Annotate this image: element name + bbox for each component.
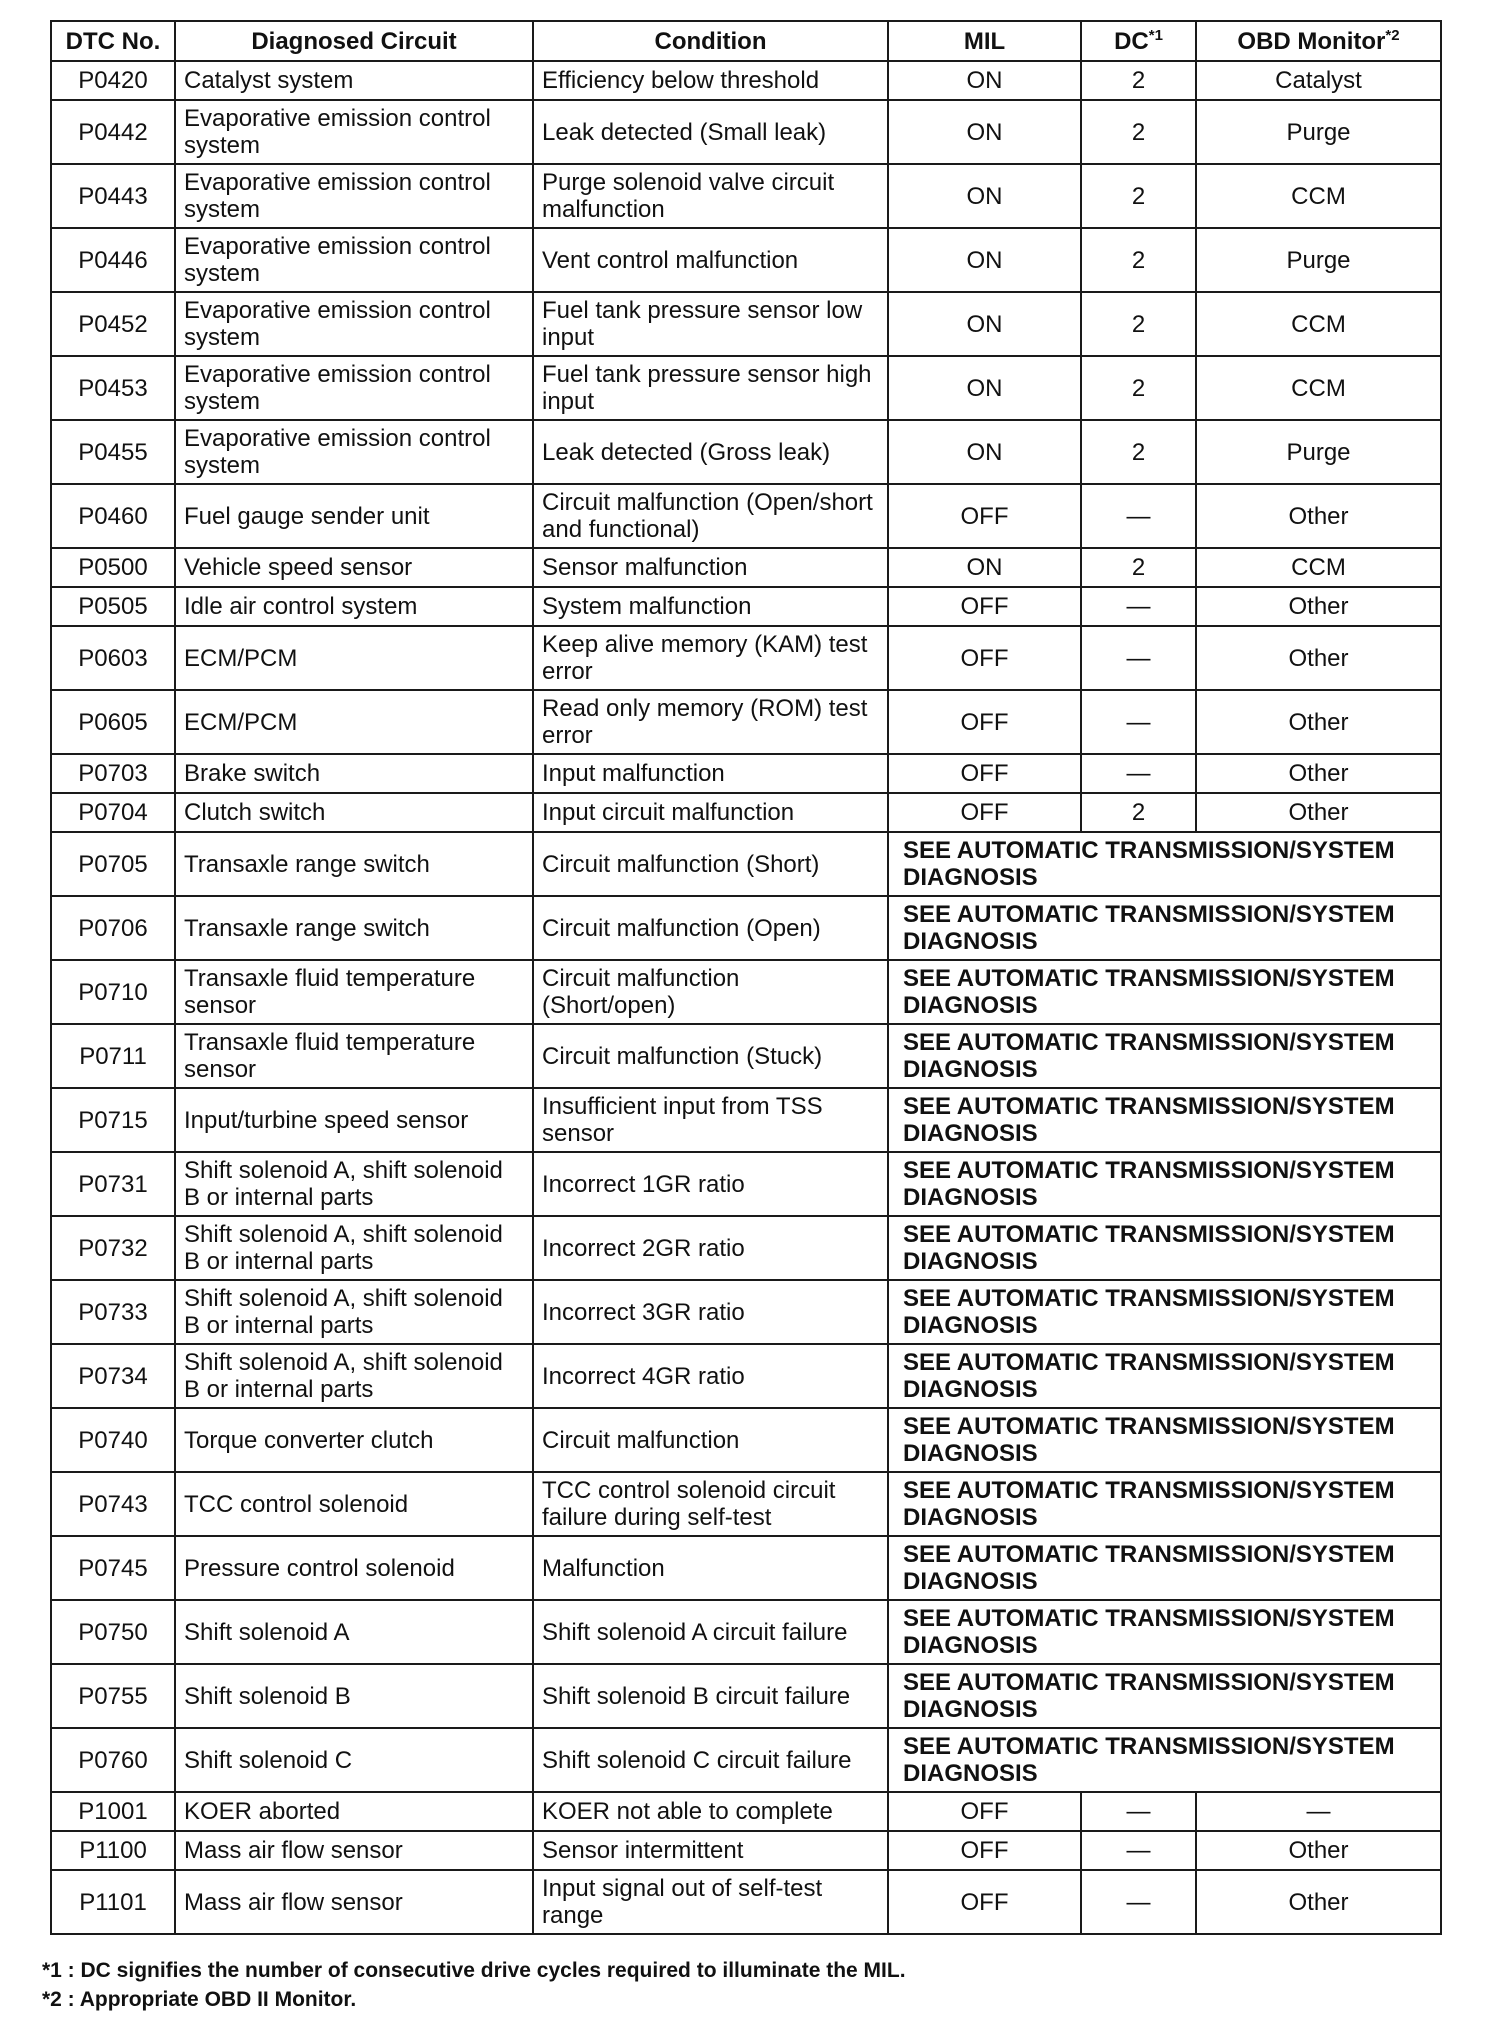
table-row — [51, 1792, 1441, 1831]
dtc-code-cell: P0505 — [51, 587, 175, 626]
table-row — [51, 1280, 1441, 1344]
dtc-code-cell: P0446 — [51, 228, 175, 292]
dc-cell: 2 — [1081, 356, 1196, 420]
dtc-code-cell: P0755 — [51, 1664, 175, 1728]
table-row — [51, 1152, 1441, 1216]
mil-cell: ON — [888, 228, 1081, 292]
condition-cell: Insufficient input from TSS sensor — [533, 1088, 888, 1152]
diagnosed-circuit-cell: TCC control solenoid — [175, 1472, 533, 1536]
obd-monitor-cell: Purge — [1196, 100, 1441, 164]
dc-cell: 2 — [1081, 61, 1196, 100]
mil-cell: OFF — [888, 754, 1081, 793]
dtc-code-cell: P0455 — [51, 420, 175, 484]
see-reference-cell: SEE AUTOMATIC TRANSMISSION/SYSTEM DIAGNOSIS — [888, 1408, 1441, 1472]
condition-cell: Sensor intermittent — [533, 1831, 888, 1870]
see-reference-cell: SEE AUTOMATIC TRANSMISSION/SYSTEM DIAGNOSIS — [888, 1280, 1441, 1344]
footnotes — [42, 1956, 906, 2014]
dtc-code-cell: P0731 — [51, 1152, 175, 1216]
table-row — [51, 164, 1441, 228]
diagnosed-circuit-cell: Idle air control system — [175, 587, 533, 626]
obd-monitor-cell: Other — [1196, 1870, 1441, 1934]
obd-monitor-cell: Purge — [1196, 420, 1441, 484]
table-row — [51, 1024, 1441, 1088]
table-row — [51, 1831, 1441, 1870]
table-row — [51, 1088, 1441, 1152]
header-dc-label: DC — [1114, 27, 1149, 55]
diagnosed-circuit-cell: Fuel gauge sender unit — [175, 484, 533, 548]
condition-cell: Shift solenoid A circuit failure — [533, 1600, 888, 1664]
header-condition: Condition — [533, 21, 888, 61]
dc-cell: — — [1081, 754, 1196, 793]
condition-cell: Fuel tank pressure sensor low input — [533, 292, 888, 356]
condition-cell: Vent control malfunction — [533, 228, 888, 292]
table-row — [51, 1344, 1441, 1408]
table-row — [51, 292, 1441, 356]
obd-monitor-cell: Catalyst — [1196, 61, 1441, 100]
diagnosed-circuit-cell: Transaxle fluid temperature sensor — [175, 960, 533, 1024]
diagnosed-circuit-cell: Shift solenoid A, shift solenoid B or internal parts — [175, 1280, 533, 1344]
mil-cell: OFF — [888, 626, 1081, 690]
dtc-code-cell: P1101 — [51, 1870, 175, 1934]
dtc-code-cell: P0705 — [51, 832, 175, 896]
table-row — [51, 356, 1441, 420]
mil-cell: OFF — [888, 587, 1081, 626]
diagnosed-circuit-cell: Transaxle fluid temperature sensor — [175, 1024, 533, 1088]
dc-cell: 2 — [1081, 100, 1196, 164]
header-dtc: DTC No. — [51, 21, 175, 61]
see-reference-cell: SEE AUTOMATIC TRANSMISSION/SYSTEM DIAGNOSIS — [888, 1600, 1441, 1664]
see-reference-cell: SEE AUTOMATIC TRANSMISSION/SYSTEM DIAGNOSIS — [888, 1472, 1441, 1536]
condition-cell: Purge solenoid valve circuit malfunction — [533, 164, 888, 228]
condition-cell: Shift solenoid B circuit failure — [533, 1664, 888, 1728]
dc-cell: 2 — [1081, 793, 1196, 832]
table-row — [51, 754, 1441, 793]
diagnosed-circuit-cell: Shift solenoid C — [175, 1728, 533, 1792]
dtc-code-cell: P0460 — [51, 484, 175, 548]
diagnosed-circuit-cell: Torque converter clutch — [175, 1408, 533, 1472]
condition-cell: Leak detected (Small leak) — [533, 100, 888, 164]
condition-cell: TCC control solenoid circuit failure during self-test — [533, 1472, 888, 1536]
mil-cell: ON — [888, 61, 1081, 100]
table-body — [51, 61, 1441, 1934]
see-reference-cell: SEE AUTOMATIC TRANSMISSION/SYSTEM DIAGNOSIS — [888, 1728, 1441, 1792]
mil-cell: OFF — [888, 1792, 1081, 1831]
header-mil: MIL — [888, 21, 1081, 61]
table-row — [51, 1728, 1441, 1792]
obd-monitor-cell: — — [1196, 1792, 1441, 1831]
see-reference-cell: SEE AUTOMATIC TRANSMISSION/SYSTEM DIAGNOSIS — [888, 1344, 1441, 1408]
dtc-code-cell: P0442 — [51, 100, 175, 164]
dtc-code-cell: P0711 — [51, 1024, 175, 1088]
table-header-row — [51, 21, 1441, 61]
mil-cell: ON — [888, 548, 1081, 587]
diagnosed-circuit-cell: Evaporative emission control system — [175, 356, 533, 420]
dtc-code-cell: P1100 — [51, 1831, 175, 1870]
diagnosed-circuit-cell: Catalyst system — [175, 61, 533, 100]
dtc-code-cell: P0715 — [51, 1088, 175, 1152]
obd-monitor-cell: CCM — [1196, 548, 1441, 587]
diagnosed-circuit-cell: Vehicle speed sensor — [175, 548, 533, 587]
mil-cell: ON — [888, 100, 1081, 164]
obd-monitor-cell: CCM — [1196, 356, 1441, 420]
condition-cell: Fuel tank pressure sensor high input — [533, 356, 888, 420]
dc-cell: — — [1081, 626, 1196, 690]
condition-cell: Shift solenoid C circuit failure — [533, 1728, 888, 1792]
dtc-code-cell: P0443 — [51, 164, 175, 228]
obd-monitor-cell: CCM — [1196, 292, 1441, 356]
dc-cell: 2 — [1081, 164, 1196, 228]
diagnosed-circuit-cell: Pressure control solenoid — [175, 1536, 533, 1600]
see-reference-cell: SEE AUTOMATIC TRANSMISSION/SYSTEM DIAGNOSIS — [888, 1536, 1441, 1600]
obd-monitor-cell: Other — [1196, 793, 1441, 832]
condition-cell: KOER not able to complete — [533, 1792, 888, 1831]
see-reference-cell: SEE AUTOMATIC TRANSMISSION/SYSTEM DIAGNOSIS — [888, 1152, 1441, 1216]
dtc-code-cell: P0453 — [51, 356, 175, 420]
condition-cell: Malfunction — [533, 1536, 888, 1600]
table-row — [51, 587, 1441, 626]
dtc-code-cell: P0760 — [51, 1728, 175, 1792]
see-reference-cell: SEE AUTOMATIC TRANSMISSION/SYSTEM DIAGNOSIS — [888, 1088, 1441, 1152]
dc-cell: — — [1081, 1870, 1196, 1934]
mil-cell: OFF — [888, 484, 1081, 548]
condition-cell: Input malfunction — [533, 754, 888, 793]
dtc-code-cell: P0605 — [51, 690, 175, 754]
table-row — [51, 548, 1441, 587]
mil-cell: OFF — [888, 690, 1081, 754]
diagnosed-circuit-cell: Shift solenoid B — [175, 1664, 533, 1728]
condition-cell: Circuit malfunction (Open) — [533, 896, 888, 960]
diagnosed-circuit-cell: Shift solenoid A, shift solenoid B or internal parts — [175, 1152, 533, 1216]
footnote-1: *1 : DC signifies the number of consecutive drive cycles required to illuminate the MIL. — [42, 1959, 906, 1982]
dtc-code-cell: P0743 — [51, 1472, 175, 1536]
header-obd-footnote-mark: *2 — [1385, 26, 1400, 44]
condition-cell: Input signal out of self-test range — [533, 1870, 888, 1934]
diagnosed-circuit-cell: KOER aborted — [175, 1792, 533, 1831]
table-row — [51, 100, 1441, 164]
condition-cell: Leak detected (Gross leak) — [533, 420, 888, 484]
see-reference-cell: SEE AUTOMATIC TRANSMISSION/SYSTEM DIAGNOSIS — [888, 832, 1441, 896]
dtc-code-cell: P0710 — [51, 960, 175, 1024]
dc-cell: 2 — [1081, 420, 1196, 484]
condition-cell: System malfunction — [533, 587, 888, 626]
condition-cell: Circuit malfunction (Short/open) — [533, 960, 888, 1024]
diagnosed-circuit-cell: ECM/PCM — [175, 626, 533, 690]
table-row — [51, 793, 1441, 832]
obd-monitor-cell: Other — [1196, 587, 1441, 626]
obd-monitor-cell: Other — [1196, 484, 1441, 548]
mil-cell: OFF — [888, 1870, 1081, 1934]
dtc-code-cell: P0740 — [51, 1408, 175, 1472]
obd-monitor-cell: CCM — [1196, 164, 1441, 228]
condition-cell: Incorrect 3GR ratio — [533, 1280, 888, 1344]
dtc-code-cell: P0500 — [51, 548, 175, 587]
dtc-code-cell: P0745 — [51, 1536, 175, 1600]
see-reference-cell: SEE AUTOMATIC TRANSMISSION/SYSTEM DIAGNOSIS — [888, 1216, 1441, 1280]
dtc-code-cell: P0452 — [51, 292, 175, 356]
dtc-code-cell: P0733 — [51, 1280, 175, 1344]
table-row — [51, 626, 1441, 690]
dc-cell: 2 — [1081, 548, 1196, 587]
diagnosed-circuit-cell: Transaxle range switch — [175, 832, 533, 896]
diagnosed-circuit-cell: Transaxle range switch — [175, 896, 533, 960]
condition-cell: Circuit malfunction — [533, 1408, 888, 1472]
diagnosed-circuit-cell: Shift solenoid A, shift solenoid B or internal parts — [175, 1344, 533, 1408]
condition-cell: Input circuit malfunction — [533, 793, 888, 832]
table-row — [51, 896, 1441, 960]
see-reference-cell: SEE AUTOMATIC TRANSMISSION/SYSTEM DIAGNOSIS — [888, 1664, 1441, 1728]
diagnosed-circuit-cell: Shift solenoid A, shift solenoid B or internal parts — [175, 1216, 533, 1280]
diagnosed-circuit-cell: Clutch switch — [175, 793, 533, 832]
dtc-code-cell: P0603 — [51, 626, 175, 690]
dc-cell: — — [1081, 587, 1196, 626]
dc-cell: — — [1081, 690, 1196, 754]
mil-cell: ON — [888, 164, 1081, 228]
dtc-code-cell: P0420 — [51, 61, 175, 100]
table-row — [51, 61, 1441, 100]
obd-monitor-cell: Other — [1196, 690, 1441, 754]
table-row — [51, 1870, 1441, 1934]
dc-cell: — — [1081, 484, 1196, 548]
diagnosed-circuit-cell: Brake switch — [175, 754, 533, 793]
condition-cell: Incorrect 4GR ratio — [533, 1344, 888, 1408]
footnote-2: *2 : Appropriate OBD II Monitor. — [42, 1988, 357, 2011]
condition-cell: Sensor malfunction — [533, 548, 888, 587]
table-row — [51, 420, 1441, 484]
dtc-code-cell: P0734 — [51, 1344, 175, 1408]
header-dc-footnote-mark: *1 — [1148, 26, 1163, 44]
mil-cell: OFF — [888, 1831, 1081, 1870]
see-reference-cell: SEE AUTOMATIC TRANSMISSION/SYSTEM DIAGNOSIS — [888, 896, 1441, 960]
diagnosed-circuit-cell: Evaporative emission control system — [175, 292, 533, 356]
diagnosed-circuit-cell: Shift solenoid A — [175, 1600, 533, 1664]
obd-monitor-cell: Other — [1196, 626, 1441, 690]
table-row — [51, 1536, 1441, 1600]
dtc-code-cell: P0704 — [51, 793, 175, 832]
table-row — [51, 1664, 1441, 1728]
condition-cell: Incorrect 1GR ratio — [533, 1152, 888, 1216]
table-row — [51, 228, 1441, 292]
condition-cell: Keep alive memory (KAM) test error — [533, 626, 888, 690]
condition-cell: Efficiency below threshold — [533, 61, 888, 100]
dtc-table — [50, 20, 1442, 1935]
diagnosed-circuit-cell: Mass air flow sensor — [175, 1870, 533, 1934]
table-row — [51, 1216, 1441, 1280]
diagnosed-circuit-cell: ECM/PCM — [175, 690, 533, 754]
dtc-code-cell: P0750 — [51, 1600, 175, 1664]
mil-cell: ON — [888, 420, 1081, 484]
diagnosed-circuit-cell: Input/turbine speed sensor — [175, 1088, 533, 1152]
condition-cell: Circuit malfunction (Stuck) — [533, 1024, 888, 1088]
obd-monitor-cell: Other — [1196, 754, 1441, 793]
see-reference-cell: SEE AUTOMATIC TRANSMISSION/SYSTEM DIAGNOSIS — [888, 960, 1441, 1024]
condition-cell: Incorrect 2GR ratio — [533, 1216, 888, 1280]
obd-monitor-cell: Other — [1196, 1831, 1441, 1870]
header-circuit: Diagnosed Circuit — [175, 21, 533, 61]
table-row — [51, 484, 1441, 548]
table-row — [51, 1600, 1441, 1664]
dc-cell: — — [1081, 1792, 1196, 1831]
diagnosed-circuit-cell: Evaporative emission control system — [175, 100, 533, 164]
mil-cell: OFF — [888, 793, 1081, 832]
header-obd-label: OBD Monitor — [1237, 27, 1386, 55]
condition-cell: Circuit malfunction (Short) — [533, 832, 888, 896]
dc-cell: — — [1081, 1831, 1196, 1870]
table-row — [51, 1472, 1441, 1536]
table-row — [51, 960, 1441, 1024]
dtc-code-cell: P1001 — [51, 1792, 175, 1831]
see-reference-cell: SEE AUTOMATIC TRANSMISSION/SYSTEM DIAGNOSIS — [888, 1024, 1441, 1088]
obd-monitor-cell: Purge — [1196, 228, 1441, 292]
dtc-code-cell: P0732 — [51, 1216, 175, 1280]
table-row — [51, 1408, 1441, 1472]
condition-cell: Circuit malfunction (Open/short and functional) — [533, 484, 888, 548]
table-row — [51, 690, 1441, 754]
diagnosed-circuit-cell: Mass air flow sensor — [175, 1831, 533, 1870]
diagnosed-circuit-cell: Evaporative emission control system — [175, 164, 533, 228]
dc-cell: 2 — [1081, 292, 1196, 356]
table-row — [51, 832, 1441, 896]
mil-cell: ON — [888, 292, 1081, 356]
condition-cell: Read only memory (ROM) test error — [533, 690, 888, 754]
diagnosed-circuit-cell: Evaporative emission control system — [175, 420, 533, 484]
header-dc — [1081, 21, 1196, 61]
header-obd — [1196, 21, 1441, 61]
dtc-code-cell: P0706 — [51, 896, 175, 960]
diagnosed-circuit-cell: Evaporative emission control system — [175, 228, 533, 292]
dc-cell: 2 — [1081, 228, 1196, 292]
dtc-code-cell: P0703 — [51, 754, 175, 793]
mil-cell: ON — [888, 356, 1081, 420]
